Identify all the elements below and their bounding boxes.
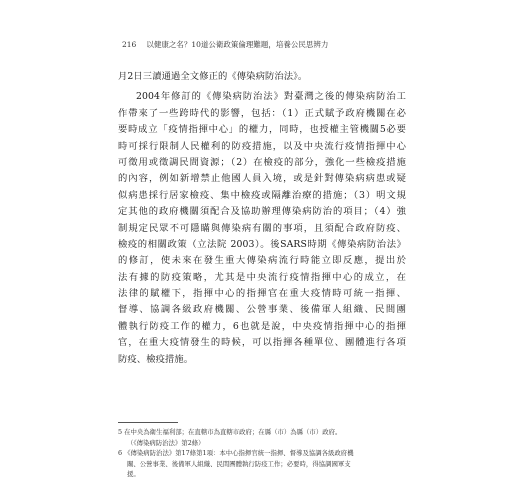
paragraph-line: 的內容，例如新增禁止他國人員入境，或是針對傳染病病患或疑 <box>118 173 406 185</box>
paragraph-line: 時可採行限制人民權利的防疫措施，以及中央流行疫情指揮中心 <box>118 140 406 152</box>
footnote-line: （《傳染病防治法》第2條） <box>127 438 205 447</box>
paragraph-line: 防疫、檢疫措施。 <box>118 353 194 365</box>
footnote-line: 6 《傳染病防治法》第17條第1項：本中心指揮官統一指揮、督導及協調各級政府機 <box>118 449 354 457</box>
footnote-divider <box>118 422 178 423</box>
footnote-line: 5 在中央為衛生福利部；在直轄市為直轄市政府；在縣（市）為縣（市）政府。 <box>118 428 342 436</box>
running-header <box>122 39 328 50</box>
paragraph-line: 官，在重大疫情發生的時候，可以指揮各種單位、團體進行各項 <box>118 337 406 349</box>
paragraph-line: 督導、協調各級政府機關、公營事業、後備軍人組織、民間團 <box>118 304 406 316</box>
paragraph-line: 體執行防疫工作的權力，6也就是說，中央疫情指揮中心的指揮 <box>118 320 406 332</box>
paragraph-line: 定其他的政府機關須配合及協助辦理傳染病防治的項目；（4）強 <box>118 206 406 218</box>
paragraph-line: 作帶來了一些跨時代的影響，包括：（1）正式賦予政府機關在必 <box>118 107 406 119</box>
body-text <box>118 69 406 368</box>
paragraph-line: 的修訂，使未來在發生重大傳染病流行時能立即反應，提出於 <box>118 255 406 267</box>
paragraph-line: 要時成立「疫情指揮中心」的權力，同時，也授權主管機關5必要 <box>118 124 406 136</box>
footnote-line: 援。 <box>127 470 140 478</box>
paragraph-line: 法有據的防疫策略，尤其是中央流行疫情指揮中心的成立，在 <box>118 271 406 283</box>
paragraph-line: 月2日三讀通過全文修正的《傳染病防治法》。 <box>118 71 308 82</box>
paragraph-line: 可徵用或徵調民間資源；（2）在檢疫的部分，強化一些檢疫措施 <box>118 156 406 168</box>
paragraph-line: 制規定民眾不可隱瞞與傳染病有關的事項，且須配合政府防疫、 <box>118 222 406 234</box>
paragraph-line: 法律的賦權下，指揮中心的指揮官在重大疫情時可統一指揮、 <box>118 288 406 300</box>
footnote-line: 關、公營事業、後備軍人組織、民間團體執行防疫工作；必要時，得協調國軍支 <box>127 459 351 468</box>
book-title: 以健康之名？10道公衛政策倫理難題，培養公民思辨力 <box>146 40 329 49</box>
page-number: 216 <box>122 40 137 49</box>
paragraph-line: 2004年修訂的《傳染病防治法》對臺灣之後的傳染病防治工 <box>136 91 406 103</box>
paragraph-line: 檢疫的相關政策（立法院 2003）。後SARS時期《傳染病防治法》 <box>118 238 406 250</box>
paragraph-line: 似病患採行居家檢疫、集中檢疫或隔離治療的措施；（3）明文規 <box>118 189 406 201</box>
footnotes <box>118 427 408 480</box>
